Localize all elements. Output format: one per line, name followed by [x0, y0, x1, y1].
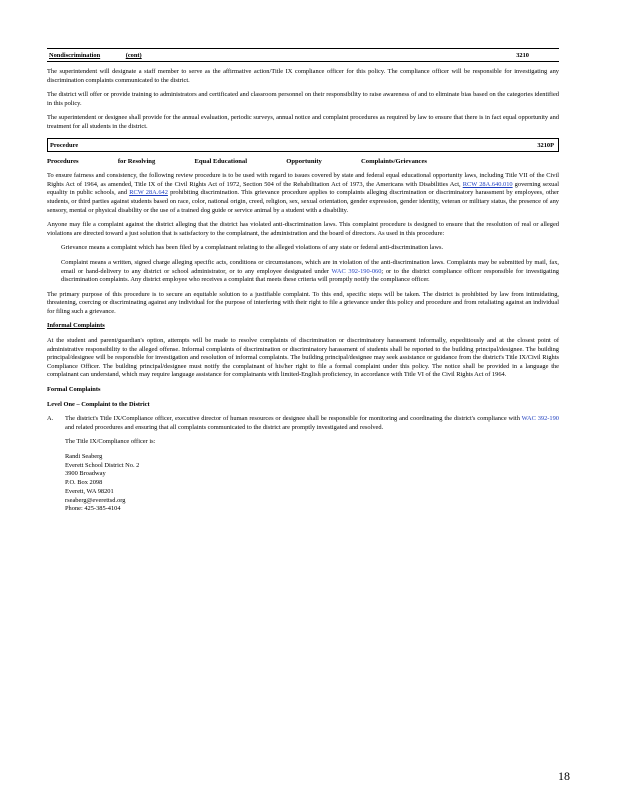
- section-title-part: Procedures: [47, 157, 79, 165]
- procedure-header: [47, 138, 559, 152]
- wac-link[interactable]: WAC 392-190: [521, 415, 559, 423]
- address-phone: Phone: 425-385-4104: [65, 505, 121, 513]
- paragraph: Anyone may file a complaint against the district alleging that the district has violated anti-discrimination laws. This complaint procedure is designed to ensure that the resolution of real or alleged violations are directed toward a just solution that is satisfactory to the complainant, the administration and the board of directors. As used in this procedure:: [47, 221, 559, 237]
- policy-number: 3210: [516, 52, 529, 60]
- section-title-part: for Resolving: [117, 157, 156, 165]
- bullet-marker: [47, 244, 61, 253]
- paragraph: The superintendent will designate a staff member to serve as the affirmative action/Title IX compliance officer for this policy. The compliance officer will be responsible for investigating any discrimination complaints communicated to the district.: [47, 68, 559, 84]
- section-title-part: Opportunity: [286, 157, 322, 165]
- address-line: Everett, WA 98201: [65, 487, 114, 495]
- section-title-part: Equal Educational: [194, 157, 248, 165]
- formal-heading: Formal Complaints: [47, 386, 101, 394]
- level-part: Level One: [47, 400, 75, 408]
- paragraph: The district will offer or provide training to administrators and certificated and classroom personnel on their responsibility to raise awareness of and to eliminate bias based on the categories identified in this policy.: [47, 91, 559, 107]
- address-line: 3900 Broadway: [65, 470, 106, 478]
- bullet-text: [61, 259, 559, 285]
- address-line: Randi Seaberg: [65, 453, 103, 460]
- text: and related procedures and ensuring that all complaints communicated to the district are promptly investigated and resolved.: [65, 423, 384, 431]
- text: The district's Title IX/Compliance officer, executive director of human resources or designee shall be responsible for monitoring and coordinating the district's compliance with: [65, 415, 520, 423]
- procedure-number: 3210P: [537, 141, 554, 149]
- item-text: [65, 415, 559, 432]
- bullet-marker: [47, 259, 61, 285]
- level-part: to the District: [112, 400, 150, 408]
- procedure-title: Procedure: [50, 141, 79, 149]
- contact-address: [65, 453, 559, 514]
- paragraph: [47, 172, 559, 215]
- document-page: [47, 48, 559, 514]
- heading-text: Informal Complaints: [47, 322, 105, 330]
- section-header: [47, 48, 559, 62]
- item-marker: A.: [47, 415, 54, 423]
- header-cont: (cont): [125, 52, 142, 60]
- text: governing sexual equality in public schools, and: [47, 180, 559, 197]
- informal-heading: [47, 322, 559, 331]
- paragraph: The superintendent or designee shall provide for the annual evaluation, periodic surveys, annual notice and complaint procedures as required by law to ensure that there is in fact equal opportunity and treatment for all students in the district.: [47, 114, 559, 130]
- rcw-link[interactable]: RCW 28A.640.010: [462, 180, 513, 188]
- address-line: P.O. Box 2098: [65, 479, 103, 487]
- text: Complaint means a written, signed charge alleging specific acts, conditions or circumstances, which are in violation of the anti-discrimination laws. Complaints may be submitted by mail, fax, email or hand-delivery to any district or school administrator, or to any employee designated under: [61, 258, 559, 275]
- page-number: 18: [558, 769, 570, 783]
- text: To ensure fairness and consistency, the following review procedure is to be used with regard to issues covered by state and federal equal educational opportunity laws, including Title VII of the Civil Rights Act of 1964, as amended, Title IX of the Civil Rights Act of 1972, Section 504 of the Rehabilitation Act of 1973, the Americans with Disabilities Act,: [47, 172, 559, 188]
- level-heading: [47, 401, 559, 410]
- paragraph: At the student and parent/guardian's option, attempts will be made to resolve complaints of discrimination or discriminatory harassment informally, expeditiously and at the closest point of administrative responsibility to the alleged offense. Informal complaints of discrimination or discriminatory harassment of students shall be reported to the building principal/designee. The building principal/designee will be responsible for investigation and resolution of informal complaints. The building principal/designee may seek assistance or guidance from the district's Title IX/Civil Rights Compliance Officer. The building principal/designee must notify the complainant of his/her right to file a formal complaint under this policy. The notice shall be provided in a language the complainant can understand, which may require language assistance for complainants with limited-English proficiency, in accordance with Title VI of the Civil Rights Act of 1964.: [47, 337, 559, 379]
- officer-line: The Title IX/Compliance officer is:: [65, 438, 156, 446]
- list-item-a: [47, 415, 559, 432]
- bullet-text: Grievance means a complaint which has been filed by a complainant relating to the alleged violations of any state or federal anti-discrimination laws.: [61, 244, 444, 252]
- rcw-link[interactable]: RCW 28A.642: [129, 189, 168, 197]
- level-part: – Complaint: [76, 400, 111, 408]
- section-title: [47, 158, 427, 167]
- address-line: Everett School District No. 2: [65, 461, 140, 469]
- section-title-part: Complaints/Grievances: [361, 157, 427, 165]
- address-email[interactable]: rseaberg@everettsd.org: [65, 496, 126, 504]
- definition-bullet: [47, 244, 559, 253]
- paragraph: The primary purpose of this procedure is to secure an equitable solution to a justifiable complaint. To this end, specific steps will be taken. The district is prohibited by law from intimidating, threatening, coercing or discriminating against any individual for the purpose of interfering with their right to file a grievance under this policy and procedure and from retaliating against an individual for filing such a grievance.: [47, 290, 559, 315]
- header-title: Nondiscrimination: [49, 52, 101, 60]
- wac-link[interactable]: WAC 392-190-060: [331, 267, 382, 275]
- text: ; or to the district compliance officer responsible for investigating discrimination complaints. Any district employee who receives a complaint that meets these criteria will promptly notify the compliance officer.: [61, 267, 559, 284]
- text: prohibiting discrimination. This grievance procedure applies to complaints alleging discrimination or discriminatory harassment by employees, other students, or third parties against students based on race, color, national origin, creed, religion, sex, sexual orientation, gender expression, gender identity, veteran or military status, the presence of any sensory, mental or physical disability or the use of a trained dog guide or service animal by a student with a disability.: [47, 189, 559, 214]
- definition-bullet: [47, 259, 559, 285]
